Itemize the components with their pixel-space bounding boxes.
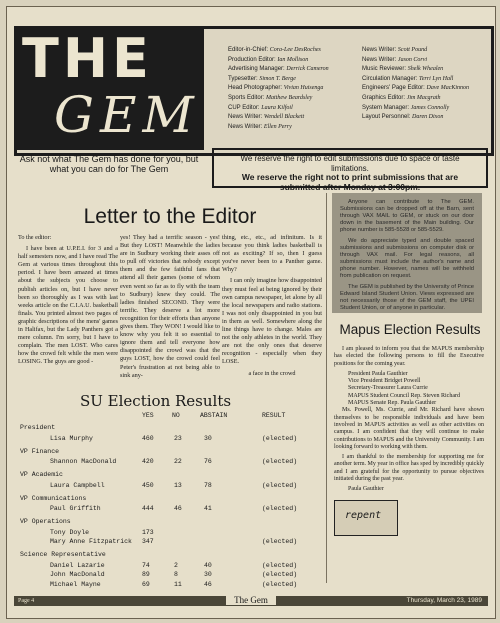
staff-entry — [362, 84, 469, 94]
cell-abstain: 40 — [204, 561, 212, 569]
cell-no: 2 — [174, 561, 178, 569]
ask-slogan: Ask not what The Gem has done for you, but what you can do for The Gem — [19, 154, 199, 174]
election-row — [20, 529, 324, 539]
mapus-article — [334, 346, 484, 494]
letter-column-3 — [222, 234, 322, 381]
cell-yes: 420 — [142, 458, 154, 465]
staff-entry — [362, 56, 469, 66]
election-category: VP Communications — [20, 494, 87, 502]
logo-the: THE — [22, 27, 153, 90]
column-divider — [326, 193, 327, 583]
notice-paragraph: The GEM is published by the University of Prince Edward Island Student Union. Views expressed are not necessarily those of the GEM staff, the UPEI Student Union, or of anyone in particular. — [340, 284, 474, 311]
staff-name: Simon T. Berge — [259, 75, 296, 82]
staff-role: Graphics Editor: — [362, 94, 406, 101]
cell-result: (elected) — [262, 505, 298, 512]
cell-result: (elected) — [262, 434, 298, 442]
cell-no: 23 — [174, 434, 182, 442]
gem-logo — [14, 26, 204, 150]
mapus-officer: MAPUS Senate Rep. Paula Gauthier — [348, 400, 437, 407]
staff-entry — [362, 46, 469, 56]
cell-abstain: 41 — [204, 505, 212, 512]
staff-name: Dave MacKinnon — [426, 85, 470, 92]
staff-name: Derrick Cameron — [286, 66, 329, 73]
letter-signature: a face in the crowd — [248, 369, 296, 377]
cell-abstain: 30 — [204, 434, 212, 442]
cell-result: (elected) — [262, 561, 298, 569]
staff-name: Jason Corvi — [397, 56, 428, 63]
staff-role: Engineers' Page Editor: — [362, 85, 425, 92]
staff-role: Layout Personnel: — [362, 114, 411, 121]
staff-entry — [362, 113, 469, 123]
staff-entry — [228, 123, 329, 133]
cell-yes: 74 — [142, 561, 150, 569]
staff-role: System Manager: — [362, 104, 410, 111]
staff-name: Ian Mollison — [277, 56, 309, 63]
mapus-officer: President Paula Gauthier — [348, 370, 408, 377]
election-row — [20, 538, 324, 548]
cell-abstain: 30 — [204, 571, 212, 578]
letter-paragraph: To the editor: — [18, 234, 52, 241]
staff-role: Advertising Manager: — [228, 66, 285, 73]
cell-name: Tony Doyle — [50, 528, 90, 536]
staff-list-right — [362, 46, 469, 123]
mapus-signature: Paula Gauthier — [348, 486, 384, 493]
mapus-officer: Vice President Bridget Powell — [348, 378, 421, 385]
logo-gem: GEM — [54, 86, 200, 144]
mapus-officer: Secretary-Treasurer Laura Currie — [348, 385, 428, 392]
staff-role: News Writer: — [228, 114, 263, 121]
letter-title: Letter to the Editor — [83, 205, 257, 228]
staff-entry — [228, 56, 329, 66]
cell-name: John MacDonald — [50, 571, 105, 578]
cell-name: Daniel Lazarie — [50, 561, 105, 569]
cell-result: (elected) — [262, 481, 298, 489]
staff-role: Circulation Manager: — [362, 75, 418, 82]
staff-entry — [228, 113, 329, 123]
reserve-line-1: We reserve the right to edit submissions due to space or taste limitations. — [240, 154, 460, 173]
reserve-notice — [212, 148, 488, 192]
staff-name: Terri Lyn Hall — [419, 75, 454, 82]
staff-role: Typesetter: — [228, 75, 258, 82]
cell-name: Mary Anne Fitzpatrick — [50, 538, 132, 545]
staff-name: Cora-Lee DesRoches — [269, 47, 321, 53]
staff-name: Wendell Blackett — [263, 114, 305, 121]
cell-yes: 89 — [142, 571, 150, 578]
cell-name: Shannon MacDonald — [50, 458, 117, 465]
staff-entry — [228, 94, 329, 104]
election-row — [20, 571, 324, 581]
letter-paragraph: yes! They had a terrific season - yes! But they LOST! Meanwhile the ladies are in Sudbury working their asses off to pull off victories that nobody except them and the few faithful fans that attend all their games (some of whom even went so far as to fly with the team to Sudbury) knew they could. The ladies finished SECOND. They were terrific. They deserve a lot more recognition for their efforts than anyone gives them. They WON! I would like to know why you felt it so essential to ignore them and tell everyone how disappointed the crowd was that the guys LOST, how the crowd could feel Peter's frustration at not being able to sink any- — [120, 234, 220, 379]
cell-no: 11 — [174, 580, 182, 588]
election-category: Science Representative — [20, 551, 106, 558]
cell-yes: 347 — [142, 538, 154, 545]
letter-paragraph: I have been at U.P.E.I. for 3 and a half semesters now, and I have read The Gem at various times throughout this period. I have been amazed at times about the subjects you choose to publish articles on, but I have never been so thoroughly as I was with last weeks article on the C.I.A.U. basketball finals. You printed almost two pages of graphic descriptions of the mens' games in Halifax, but the Lady Panthers got a mere column. I'm sorry, but I have to complain. The men LOST. Who cares how the crowd felt while the men were LOSING. The guys are good - — [18, 245, 118, 366]
notice-paragraph: We do appreciate typed and double spaced submissions and submissions on computer disk or through VAX mail. For legal reasons, all submissions must include the author's name and phone number. However, names will be withheld from publication on request. — [340, 238, 474, 279]
staff-entry — [362, 94, 469, 104]
letter-paragraph: thing, etc., etc., ad infinitum. Is it because you think ladies basketball is not as exciting? If so, then I guess you've never been to a Panther game. Why? — [222, 234, 322, 274]
cell-yes: 69 — [142, 580, 150, 588]
header-no: NO — [172, 412, 180, 419]
staff-entry — [228, 75, 329, 85]
reserve-line-2: We reserve the right not to print submissions that are submitted after Monday at 3:00pm. — [241, 172, 459, 192]
staff-name: Laura Kilfoil — [261, 104, 293, 111]
staff-role: Production Editor: — [228, 56, 276, 63]
staff-entry — [362, 75, 469, 85]
header-abstain: ABSTAIN — [200, 412, 228, 419]
header-result: RESULT — [262, 412, 286, 419]
election-category: VP Academic — [20, 471, 63, 478]
staff-name: Matthew Beardsley — [266, 94, 313, 101]
staff-entry — [228, 46, 329, 56]
cell-yes: 460 — [142, 434, 154, 442]
staff-list-left — [228, 46, 329, 132]
mapus-title: Mapus Election Results — [339, 322, 481, 337]
staff-role: Sports Editor: — [228, 94, 265, 101]
staff-entry — [228, 65, 329, 75]
repent-text: repent — [345, 510, 382, 521]
cell-abstain: 78 — [204, 481, 212, 489]
header-yes: YES — [142, 412, 154, 419]
cell-yes: 444 — [142, 505, 154, 512]
cell-yes: 450 — [142, 481, 154, 489]
cell-no: 22 — [174, 458, 182, 465]
staff-role: Editor-in-Chief: — [228, 47, 269, 53]
election-row — [20, 458, 324, 468]
cell-no: 13 — [174, 481, 182, 489]
election-category: VP Finance — [20, 447, 60, 455]
mapus-paragraph-2: Ms. Powell, Ms. Currie, and Mr. Richard have shown themselves to be responsible individuals and have been involved in MAPUS activities as well as other activities on campus. I am confident that they will continue to make contributions to MAPUS and the University Community. I am looking forward to working with them. — [334, 407, 484, 450]
letter-paragraph: I can only imagine how disappointed they must feel at being ignored by their own campus newspaper, let alone by all the local newspapers and radio stations. I was not only disappointed in you but in them as well. Somewhere along the line things have to change. Males are not the only athletes in the world. They are not the only ones that deserve recognition - especially when they LOSE. — [222, 277, 322, 366]
footer-paper-label: The Gem — [226, 595, 276, 605]
submission-notice — [332, 193, 482, 313]
staff-role: Head Photographer: — [228, 85, 283, 92]
staff-entry — [228, 104, 329, 114]
cell-result: (elected) — [262, 458, 298, 465]
mapus-officer: MAPUS Student Council Rep. Steven Richard — [348, 392, 460, 399]
staff-role: News Writer: — [362, 56, 397, 63]
notice-paragraph: Anyone can contribute to The GEM. Submissions can be dropped off at the Barn, sent through VAX MAIL to GEM, or stuck on our door down in the basement of the Main building. Our phone number is 585-5528 or 585-5529. — [340, 199, 474, 233]
staff-name: Daren Dixon — [412, 114, 444, 121]
staff-entry — [362, 65, 469, 75]
cell-name: Paul Griffith — [50, 505, 101, 512]
cell-abstain: 46 — [204, 580, 212, 588]
election-row — [20, 435, 324, 445]
cell-abstain: 76 — [204, 458, 212, 465]
staff-role: CUP Editor: — [228, 104, 260, 111]
election-row — [20, 505, 324, 515]
election-row — [20, 482, 324, 492]
cell-name: Michael Mayne — [50, 580, 101, 588]
cell-result: (elected) — [262, 538, 298, 545]
staff-name: James Connolly — [410, 104, 450, 111]
staff-entry — [362, 104, 469, 114]
staff-role: News Writer: — [228, 123, 263, 130]
staff-name: Vivian Huisenga — [283, 85, 324, 92]
cell-no: 8 — [174, 571, 178, 578]
letter-column-2 — [120, 234, 220, 383]
election-category: President — [20, 424, 56, 431]
election-row — [20, 562, 324, 572]
mapus-officers — [334, 371, 484, 407]
election-title: SU Election Results — [80, 392, 232, 410]
staff-name: Shelk Whealen — [407, 66, 444, 73]
cell-name: Lisa Murphy — [50, 434, 93, 442]
repent-sign-image — [334, 500, 398, 536]
staff-role: News Writer: — [362, 47, 397, 53]
staff-role: Music Reviewer: — [362, 66, 407, 73]
mapus-paragraph-3: I am thankful to the membership for supporting me for another term. My year in office has sped by incredibly quickly and I am grateful for the opportunity to pursue objectives initiated during the past year. — [334, 454, 485, 483]
cell-result: (elected) — [262, 571, 298, 578]
cell-result: (elected) — [262, 580, 298, 588]
election-row — [20, 581, 324, 591]
footer-date: Thursday, March 23, 1989 — [406, 597, 482, 604]
staff-entry — [228, 84, 329, 94]
election-category: VP Operations — [20, 518, 71, 525]
staff-name: Ellen Perry — [263, 123, 292, 130]
staff-name: Jim Macgrath — [406, 94, 441, 101]
letter-column-1 — [18, 234, 118, 370]
mapus-intro: I am pleased to inform you that the MAPUS membership has elected the following persons to fill the Executive positions for the coming year. — [334, 346, 484, 367]
page-footer — [14, 596, 488, 606]
cell-name: Laura Campbell — [50, 481, 105, 489]
staff-name: Scott Pound — [397, 47, 428, 53]
cell-no: 46 — [174, 505, 182, 512]
cell-yes: 173 — [142, 528, 154, 536]
page-number: Page 4 — [18, 598, 35, 604]
